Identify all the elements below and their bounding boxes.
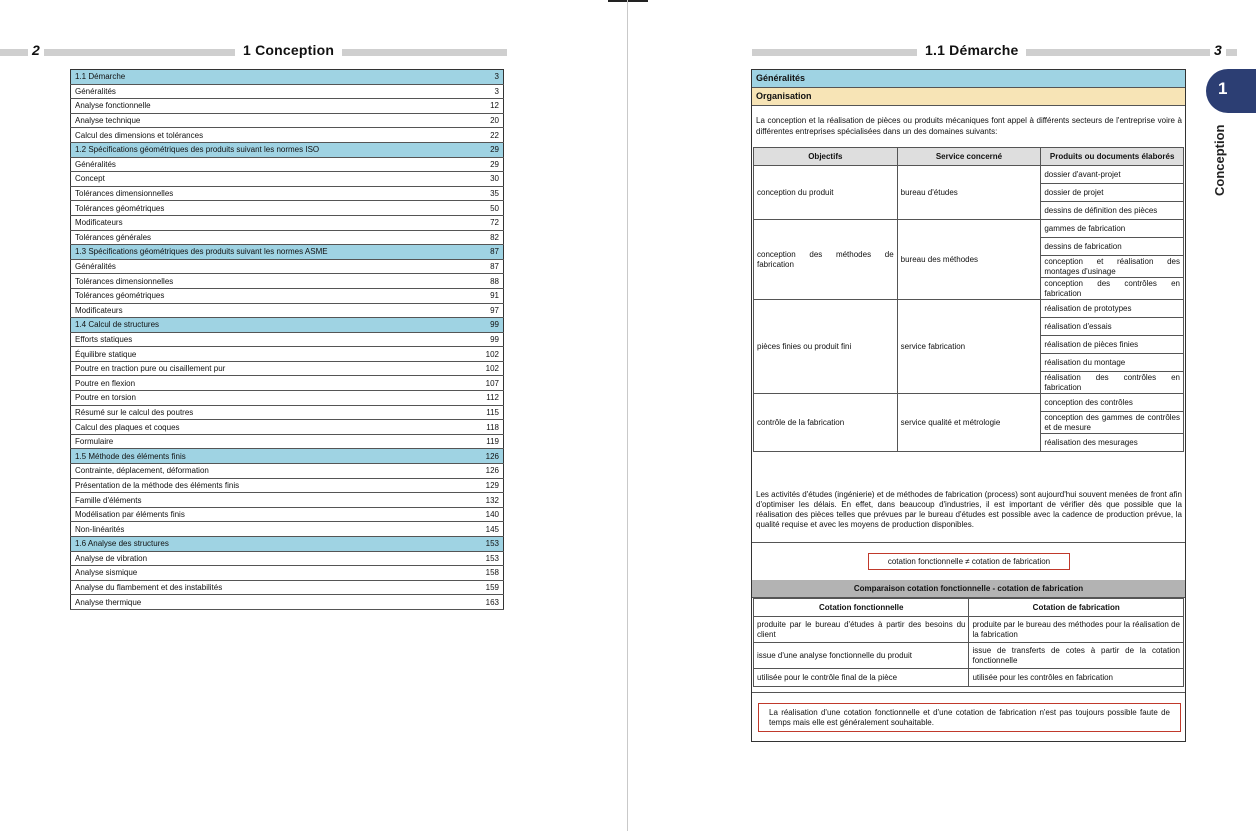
toc-row[interactable] xyxy=(71,332,504,347)
toc-page: 29 xyxy=(454,157,504,172)
toc-label: Tolérances dimensionnelles xyxy=(71,274,454,289)
fabrication-cell: produite par le bureau des méthodes pour la réalisation de la fabrication xyxy=(969,617,1184,643)
toc-row[interactable] xyxy=(71,493,504,508)
toc-page: 88 xyxy=(454,274,504,289)
toc-label: Tolérances géométriques xyxy=(71,288,454,303)
right-page-number: 3 xyxy=(1210,42,1226,58)
service-cell: service qualité et métrologie xyxy=(897,394,1041,452)
toc-row[interactable] xyxy=(71,405,504,420)
toc-row[interactable] xyxy=(71,230,504,245)
toc-row[interactable] xyxy=(71,420,504,435)
toc-page: 97 xyxy=(454,303,504,318)
chapter-tab[interactable] xyxy=(1206,69,1256,113)
toc-page: 99 xyxy=(454,332,504,347)
toc-page: 91 xyxy=(454,288,504,303)
toc-row[interactable] xyxy=(71,128,504,143)
service-cell: bureau d'études xyxy=(897,166,1041,220)
toc-row[interactable] xyxy=(71,113,504,128)
service-cell: service fabrication xyxy=(897,300,1041,394)
toc-page: 87 xyxy=(454,259,504,274)
table-row xyxy=(754,617,1184,643)
toc-label: 1.4 Calcul de structures xyxy=(71,318,454,333)
toc-label: 1.6 Analyse des structures xyxy=(71,537,454,552)
toc-row[interactable] xyxy=(71,347,504,362)
objective-cell: pièces finies ou produit fini xyxy=(754,300,898,394)
toc-label: Contrainte, déplacement, déformation xyxy=(71,464,454,479)
toc-page: 102 xyxy=(454,347,504,362)
toc-row[interactable] xyxy=(71,288,504,303)
toc-row[interactable] xyxy=(71,157,504,172)
toc-label: Tolérances générales xyxy=(71,230,454,245)
product-cell: réalisation d'essais xyxy=(1041,318,1184,336)
toc-section-row[interactable] xyxy=(71,537,504,552)
toc-row[interactable] xyxy=(71,303,504,318)
toc-label: Analyse de vibration xyxy=(71,551,454,566)
table-row xyxy=(754,300,1184,318)
objective-cell: contrôle de la fabrication xyxy=(754,394,898,452)
formula-box: cotation fonctionnelle ≠ cotation de fabrication xyxy=(868,553,1070,570)
toc-label: Généralités xyxy=(71,157,454,172)
product-cell: dossier d'avant-projet xyxy=(1041,166,1184,184)
toc-page: 3 xyxy=(454,84,504,99)
toc-label: Poutre en torsion xyxy=(71,391,454,406)
toc-label: Analyse du flambement et des instabilités xyxy=(71,580,454,595)
toc-label: Analyse fonctionnelle xyxy=(71,99,454,114)
toc-label: Résumé sur le calcul des poutres xyxy=(71,405,454,420)
toc-page: 115 xyxy=(454,405,504,420)
col-header-objectifs: Objectifs xyxy=(754,148,898,166)
table-row xyxy=(754,394,1184,412)
toc-label: Modificateurs xyxy=(71,303,454,318)
top-crop-mark xyxy=(608,0,648,2)
divider xyxy=(752,542,1185,543)
table-of-contents xyxy=(70,69,504,610)
right-running-title: 1.1 Démarche xyxy=(917,42,1026,58)
toc-label: Présentation de la méthode des éléments finis xyxy=(71,478,454,493)
toc-page: 29 xyxy=(454,142,504,157)
page-gutter xyxy=(627,0,628,831)
toc-row[interactable] xyxy=(71,172,504,187)
toc-row[interactable] xyxy=(71,595,504,610)
product-cell: réalisation de pièces finies xyxy=(1041,336,1184,354)
col-header-service: Service concerné xyxy=(897,148,1041,166)
toc-row[interactable] xyxy=(71,376,504,391)
toc-label: Modificateurs xyxy=(71,215,454,230)
toc-row[interactable] xyxy=(71,99,504,114)
toc-label: Poutre en traction pure ou cisaillement pur xyxy=(71,361,454,376)
toc-section-row[interactable] xyxy=(71,142,504,157)
product-cell: réalisation de prototypes xyxy=(1041,300,1184,318)
toc-label: Non-linéarités xyxy=(71,522,454,537)
toc-page: 50 xyxy=(454,201,504,216)
chapter-side-label: Conception xyxy=(1212,124,1227,196)
toc-label: Généralités xyxy=(71,259,454,274)
comparison-table xyxy=(753,598,1184,687)
band-organisation: Organisation xyxy=(752,88,1185,106)
toc-row[interactable] xyxy=(71,551,504,566)
table-row xyxy=(754,220,1184,238)
toc-row[interactable] xyxy=(71,391,504,406)
toc-page: 118 xyxy=(454,420,504,435)
toc-label: Formulaire xyxy=(71,434,454,449)
toc-row[interactable] xyxy=(71,434,504,449)
product-cell: conception des contrôles en fabrication xyxy=(1041,278,1184,300)
intro-text: La conception et la réalisation de pièces ou produits mécaniques font appel à différents secteurs de l'entreprise voire à différentes entreprises spécialisées dans un des domaines suivants: xyxy=(756,116,1182,136)
toc-page: 72 xyxy=(454,215,504,230)
objectives-table xyxy=(753,147,1184,452)
toc-label: 1.3 Spécifications géométriques des produits suivant les normes ASME xyxy=(71,245,454,260)
toc-row[interactable] xyxy=(71,186,504,201)
toc-row[interactable] xyxy=(71,478,504,493)
toc-row[interactable] xyxy=(71,580,504,595)
toc-row[interactable] xyxy=(71,522,504,537)
toc-page: 112 xyxy=(454,391,504,406)
toc-label: Calcul des plaques et coques xyxy=(71,420,454,435)
comp-header-fabrication: Cotation de fabrication xyxy=(969,599,1184,617)
toc-label: Généralités xyxy=(71,84,454,99)
objective-cell: conception du produit xyxy=(754,166,898,220)
toc-page: 145 xyxy=(454,522,504,537)
objective-cell: conception des méthodes de fabrication xyxy=(754,220,898,300)
toc-page: 22 xyxy=(454,128,504,143)
toc-row[interactable] xyxy=(71,464,504,479)
band-generalites: Généralités xyxy=(752,70,1185,88)
toc-page: 99 xyxy=(454,318,504,333)
toc-page: 102 xyxy=(454,361,504,376)
toc-row[interactable] xyxy=(71,259,504,274)
toc-section-row[interactable] xyxy=(71,318,504,333)
toc-label: Concept xyxy=(71,172,454,187)
comp-header-fonctionnelle: Cotation fonctionnelle xyxy=(754,599,969,617)
product-cell: conception et réalisation des montages d'usinage xyxy=(1041,256,1184,278)
toc-row[interactable] xyxy=(71,274,504,289)
toc-label: Poutre en flexion xyxy=(71,376,454,391)
product-cell: réalisation des mesurages xyxy=(1041,434,1184,452)
product-cell: gammes de fabrication xyxy=(1041,220,1184,238)
toc-section-row[interactable] xyxy=(71,70,504,85)
product-cell: conception des contrôles xyxy=(1041,394,1184,412)
toc-section-row[interactable] xyxy=(71,449,504,464)
toc-page: 3 xyxy=(454,70,504,85)
toc-label: Calcul des dimensions et tolérances xyxy=(71,128,454,143)
toc-row[interactable] xyxy=(71,507,504,522)
toc-page: 159 xyxy=(454,580,504,595)
generalites-block xyxy=(751,69,1186,742)
fonctionnelle-cell: issue d'une analyse fonctionnelle du produit xyxy=(754,643,969,669)
divider xyxy=(752,692,1185,693)
toc-page: 119 xyxy=(454,434,504,449)
toc-label: Tolérances dimensionnelles xyxy=(71,186,454,201)
toc-label: Tolérances géométriques xyxy=(71,201,454,216)
product-cell: réalisation du montage xyxy=(1041,354,1184,372)
fonctionnelle-cell: utilisée pour le contrôle final de la pièce xyxy=(754,669,969,687)
toc-page: 107 xyxy=(454,376,504,391)
toc-row[interactable] xyxy=(71,84,504,99)
toc-page: 153 xyxy=(454,537,504,552)
toc-page: 129 xyxy=(454,478,504,493)
toc-label: 1.1 Démarche xyxy=(71,70,454,85)
product-cell: dessins de définition des pièces xyxy=(1041,202,1184,220)
process-paragraph: Les activités d'études (ingénierie) et de méthodes de fabrication (process) sont aujourd'hui souvent menées de front afin d'optimiser les délais. En effet, dans beaucoup d'industries, il est important de vérifier dès que possible que la réalisation des pièces telles que prévues par le bureau d'études est possible avec la cadence de production prévue, la qualité requise et avec les moyens de production disponibles. xyxy=(756,490,1182,529)
toc-label: Analyse sismique xyxy=(71,566,454,581)
service-cell: bureau des méthodes xyxy=(897,220,1041,300)
toc-page: 126 xyxy=(454,464,504,479)
toc-page: 35 xyxy=(454,186,504,201)
toc-label: 1.5 Méthode des éléments finis xyxy=(71,449,454,464)
product-cell: dossier de projet xyxy=(1041,184,1184,202)
fabrication-cell: issue de transferts de cotes à partir de la cotation fonctionnelle xyxy=(969,643,1184,669)
toc-page: 163 xyxy=(454,595,504,610)
toc-row[interactable] xyxy=(71,201,504,216)
product-cell: réalisation des contrôles en fabrication xyxy=(1041,372,1184,394)
toc-label: Famille d'éléments xyxy=(71,493,454,508)
product-cell: dessins de fabrication xyxy=(1041,238,1184,256)
fabrication-cell: utilisée pour les contrôles en fabrication xyxy=(969,669,1184,687)
note-box: La réalisation d'une cotation fonctionnelle et d'une cotation de fabrication n'est pas toujours possible faute de temps mais elle est généralement souhaitable. xyxy=(758,703,1181,732)
toc-page: 12 xyxy=(454,99,504,114)
table-row xyxy=(754,643,1184,669)
toc-page: 140 xyxy=(454,507,504,522)
toc-page: 126 xyxy=(454,449,504,464)
left-running-title: 1 Conception xyxy=(235,42,342,58)
toc-page: 132 xyxy=(454,493,504,508)
left-page-number: 2 xyxy=(28,42,44,58)
comparison-title: Comparaison cotation fonctionnelle - cotation de fabrication xyxy=(752,580,1185,598)
table-row xyxy=(754,166,1184,184)
chapter-tab-number: 1 xyxy=(1218,79,1228,98)
toc-section-row[interactable] xyxy=(71,245,504,260)
toc-label: Efforts statiques xyxy=(71,332,454,347)
toc-label: Analyse technique xyxy=(71,113,454,128)
toc-label: Équilibre statique xyxy=(71,347,454,362)
toc-page: 30 xyxy=(454,172,504,187)
toc-page: 20 xyxy=(454,113,504,128)
col-header-produits: Produits ou documents élaborés xyxy=(1041,148,1184,166)
toc-row[interactable] xyxy=(71,215,504,230)
toc-label: 1.2 Spécifications géométriques des produits suivant les normes ISO xyxy=(71,142,454,157)
toc-page: 82 xyxy=(454,230,504,245)
toc-page: 158 xyxy=(454,566,504,581)
product-cell: conception des gammes de contrôles et de mesure xyxy=(1041,412,1184,434)
toc-label: Modélisation par éléments finis xyxy=(71,507,454,522)
fonctionnelle-cell: produite par le bureau d'études à partir des besoins du client xyxy=(754,617,969,643)
toc-page: 153 xyxy=(454,551,504,566)
toc-page: 87 xyxy=(454,245,504,260)
toc-row[interactable] xyxy=(71,566,504,581)
table-row xyxy=(754,669,1184,687)
toc-label: Analyse thermique xyxy=(71,595,454,610)
toc-row[interactable] xyxy=(71,361,504,376)
